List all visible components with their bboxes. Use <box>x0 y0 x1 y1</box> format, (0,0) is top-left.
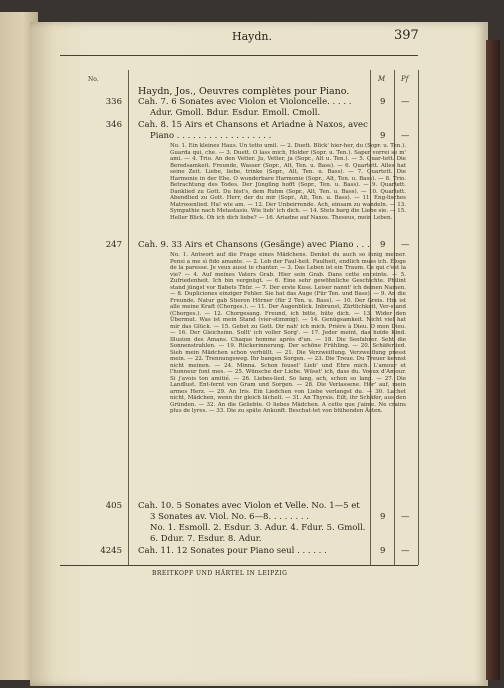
entry-contents: No. 1. Antwort auf die Frage eines Mädchens. Denkst du auch so innig meiner. Pensi a me sì fido amante. — 2. Lob der Faul-heit. Faulheit, endlich muss ich. Éloge de la paresse. Je veux aussi te chanter. — 3. Das Leben ist ein Traum. Ce qui c'est la vie? — 4. Auf meines Vaters Grab. Hier sein Grab. Dans cette enceinte. — 5. Zufriedenheit. Ich bin vergnügt. — 6. Eine sehr gewöhnliche Geschichte. Philint stand jüngst vor Babets Thür. — 7. Der erste Kuss. Leiser nannt' ich deinen Namen. — 8. Dupliciones einziger Fehler. Sie hat das Auge (Für Ten. und Bass). — 9. An die Freunde. Natur gab Stieren Hörner (für 2 Ten. u. Bass). — 10. Der Greis. Hin ist alle meine Kraft (Chorges.). — 11. Der Augenblick. Inbrunst, Zärtlichkeit, Ver-stand (Chorges.). — 12. Chorgesang. Freund, ich bitte, hüte dich. — 13. Wider den Übermut. Was ist mein Stand (vier-stimmig). — 14. Genügsamkeit. Nicht viel hat mir das Glück. — 15. Gebet zu Gott. Dir nah' ich mich. Prière à Dieu. O mon Dieu. — 16. Der Gleichsinn. Sollt' ich voller Sorg'. — 17. Jeder meint, das holde Kind. Illusion des Amans. Chaque homme après d'un. — 18. Die Seefahrer. Seht die Sonnenstrahlen. — 19. Rückerinnerung. Der schöne Frühling. — 20. Schäferlied. Sieh mein Mädchen schon verhüllt. — 21. Die Verzweiflung. Verzweiflung presst mein. — 22. Trennungsweg. Ihr bangen Sorgen. — 23. Die Treue. Du Treuer kennst nicht meinen. — 24. Minna. Schon feusel' Lieb' und Ehre mich. L'amour et l'honneur font mes. — 25. Wünsche der Liebe. Wüsst' ich, dass du. Voeux d'Amour. Si j'avois ton amitié. — 26. Liebes-lied. So lang, ach, schon so lang. — 27. Die Landlust. Ent-fernt von Gram und Sorgen. — 28. Die Verlassene. Hör' auf, mein armes Herz. — 29. An Iris. Ein Liedchen von Liebe verlangst du. — 30. Lachet nicht, Mädchen, wenn ihr gleich lächelt. — 31. An Thyrsis. Eilt, ihr Schäfer, aus den Gründen. — 32. An die Geliebte. O liebes Mädchen. A cette que j'aime. Ne crains plus de lyres. — 33. Die zu späte Ankunft. Beschat-tet von blühenden Ästen. <box>170 252 406 414</box>
entry-line: Cah. 7. 6 Sonates avec Violon et Violoncelle. . . . . <box>138 97 352 107</box>
entry-price: 9 <box>380 512 386 522</box>
entry-line: No. 1. Esmoll. 2. Esdur. 3. Adur. 4. Fdur. 5. Gmoll. <box>150 523 366 533</box>
entry-price: 9 <box>380 546 386 556</box>
entry-line: Cah. 8. 15 Airs et Chansons et Ariadne à Naxos, avec <box>138 120 368 130</box>
entry-line: Cah. 9. 33 Airs et Chansons (Gesänge) avec Piano . . . <box>138 240 370 250</box>
entry-number: 247 <box>105 240 122 250</box>
footer-rule <box>60 565 418 566</box>
entry-line: Cah. 10. 5 Sonates avec Violon et Velle. No. 1—5 et <box>138 501 360 511</box>
entry-line: 3 Sonates av. Viol. No. 6—8. . . . . . . . <box>150 512 309 522</box>
publisher-footer: BREITKOPF UND HÄRTEL IN LEIPZIG <box>152 570 288 577</box>
entry-number: 346 <box>105 120 122 130</box>
entry-line: Piano . . . . . . . . . . . . . . . . . . <box>150 131 272 141</box>
entry-number: 4245 <box>100 546 122 556</box>
column-divider-right <box>418 70 419 565</box>
entry-pf: — <box>401 131 410 141</box>
entry-price: 9 <box>380 240 386 250</box>
composer-heading: Haydn, Jos., Oeuvres complètes pour Piano. <box>138 86 350 97</box>
column-header-mark: M <box>378 75 386 83</box>
entry-number: 405 <box>105 501 122 511</box>
entry-pf: — <box>401 546 410 556</box>
entry-line: 6. Ddur. 7. Esdur. 8. Adur. <box>150 534 262 544</box>
column-header-pf: Pf <box>401 75 409 83</box>
entry-pf: — <box>401 512 410 522</box>
page-header-title: Haydn. <box>232 30 272 43</box>
entry-price: 9 <box>380 97 386 107</box>
entry-contents: No. 1. Ein kleines Haus. Un tetto umil. — 2. Duett. Blick' hier-her, du (Sopr. u. Ten.). Guarda qui, che. — 3. Duett. O lass mich, Holder (Sopr. u. Ten.). Saper vorrei se m' ami. — 4. Trio. An den Vetter. Ja, Vetter, ja (Sopr., Alt u. Ten.). — 5. Quar-tett. Die Beredsamkeit. Freunde, Wasser (Sopr., Alt, Ten. u. Bass). — 6. Quartett. Alles hat seine Zeit. Liebe, liebe, trinke (Sopr., Alt, Ten. u. Bass). — 7. Quartett. Die Harmonie in der Ehe. O wunderbare Harmonie (Sopr., Alt, Ten. u. Bass). — 8. Trio. Betrachtung des Todes. Der Jüngling hofft (Sopr., Ten. u. Bass). — 9. Quartett. Danklied zu Gott. Du bist's, dem Ruhm (Sopr., Alt, Ten. u. Bass). — 10. Quartett. Abendlied zu Gott. Herr, der du mir (Sopr., Alt, Ten. u. Bass). — 11. Eng-lisches Matrosenlied. Ha! wie am. — 12. Der Unbeirrende. Ach, einsam zu wandeln. — 13. Sympathie nach Metastasio. Wie lieb' ich dich. — 14. Stets barg die Liebe sie. — 15. Heller Blick. Oh ich dich liebe? — 16. Ariadne auf Naxos. Theseus, mein Leben. <box>170 143 406 221</box>
column-divider-number <box>128 70 129 565</box>
entry-number: 336 <box>105 97 122 107</box>
entry-price: 9 <box>380 131 386 141</box>
entry-line: Cah. 11. 12 Sonates pour Piano seul . . . . . . <box>138 546 327 556</box>
book-cover-edge <box>486 40 500 680</box>
entry-line: Adur. Gmoll. Bdur. Esdur. Emoll. Cmoll. <box>150 108 321 118</box>
column-header-no: No. <box>88 76 99 83</box>
entry-pf: — <box>401 240 410 250</box>
entry-pf: — <box>401 97 410 107</box>
page-number: 397 <box>394 28 419 43</box>
header-rule <box>60 55 418 56</box>
